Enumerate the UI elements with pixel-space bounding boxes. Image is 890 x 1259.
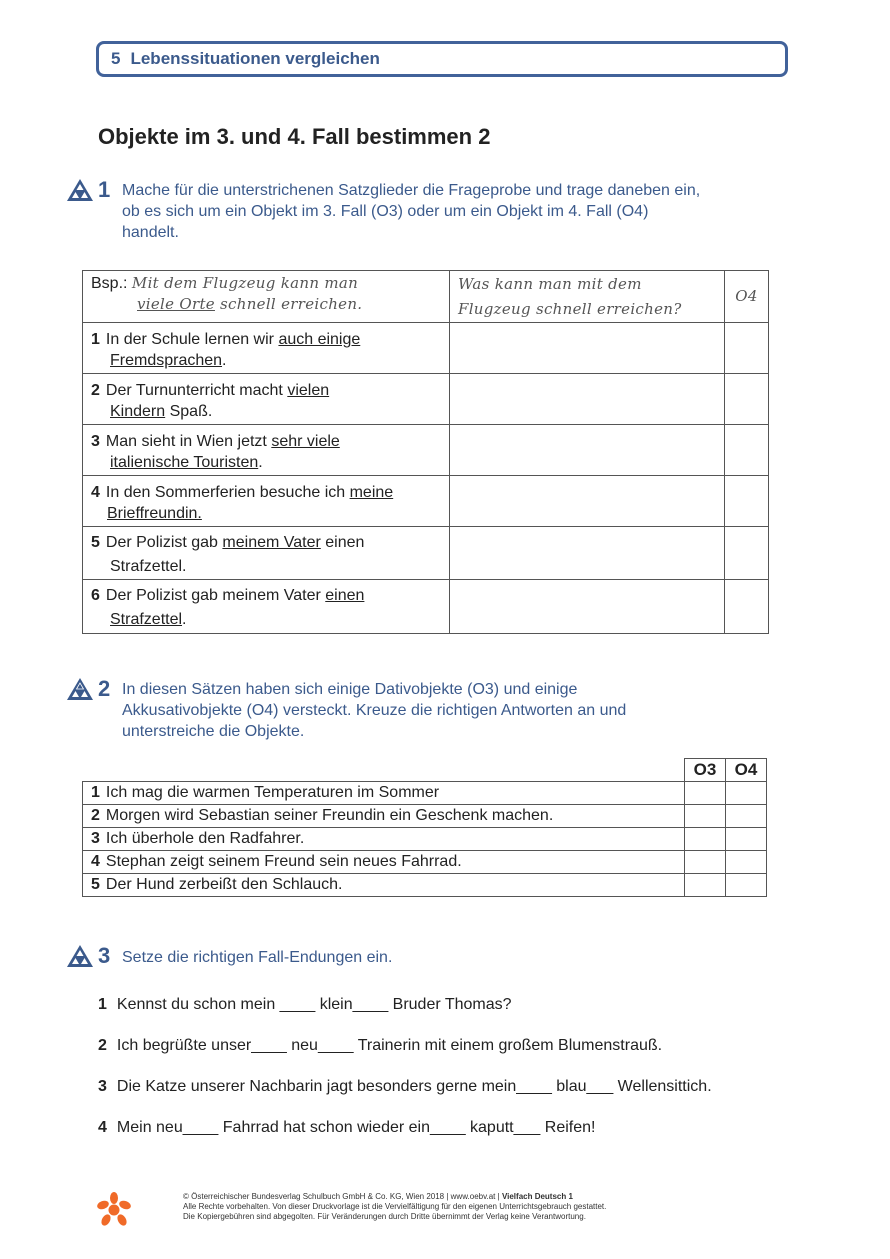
example-answer-cell (725, 271, 769, 323)
example-text-2: schnell erreichen. (214, 295, 363, 313)
underlined-object: Kindern (110, 403, 166, 420)
footer-line-2: Alle Rechte vorbehalten. Von dieser Druckvorlage ist die Vervielfältigung für den eigenen Unterrichtsgebrauch gestattet. (183, 1202, 607, 1211)
table-row (83, 425, 769, 476)
row-number: 1 (91, 331, 100, 348)
task-1-table (82, 270, 769, 634)
row-number: 4 (91, 853, 100, 870)
answer-input-cell[interactable] (725, 425, 769, 476)
table-row (83, 580, 769, 634)
question-input-cell[interactable] (450, 476, 725, 527)
footer-line-1 (183, 1192, 606, 1202)
instruction-line: Akkusativobjekte (O4) versteckt. Kreuze die richtigen Antworten an und (122, 702, 627, 719)
column-header-o4: O4 (726, 759, 767, 782)
question-input-cell[interactable] (450, 580, 725, 634)
checkbox-o3[interactable] (685, 851, 726, 874)
checkbox-o4[interactable] (726, 828, 767, 851)
example-text-1: Mit dem Flugzeug kann man (131, 274, 359, 292)
question-input-cell[interactable] (450, 374, 725, 425)
row-number: 6 (91, 587, 100, 604)
task-1 (66, 178, 700, 243)
row-number: 5 (91, 534, 100, 551)
question-input-cell[interactable] (450, 323, 725, 374)
sentence-text: Der Turnunterricht macht (105, 382, 288, 399)
item-number: 2 (98, 1037, 107, 1054)
page-title: Objekte im 3. und 4. Fall bestimmen 2 (98, 124, 491, 149)
difficulty-pyramid-icon (66, 944, 94, 968)
task-instruction (122, 180, 700, 243)
chapter-title: Lebenssituationen vergleichen (130, 49, 380, 68)
publisher-logo-icon (96, 1192, 132, 1228)
chapter-header (96, 41, 788, 77)
instruction-line: unterstreiche die Objekte. (122, 723, 305, 740)
footer (183, 1192, 606, 1222)
sentence-text: Strafzettel. (110, 558, 187, 575)
checkbox-o3[interactable] (685, 782, 726, 805)
item-number: 4 (98, 1119, 107, 1136)
example-question (450, 271, 725, 323)
underlined-object: Strafzettel (110, 611, 183, 628)
column-header-o3: O3 (685, 759, 726, 782)
row-number: 2 (91, 382, 100, 399)
sentence-text: Ich überhole den Radfahrer. (105, 830, 305, 847)
task-instruction (122, 679, 626, 742)
sentence-text: Man sieht in Wien jetzt (105, 433, 272, 450)
row-number: 4 (91, 484, 100, 501)
example-object: viele Orte (137, 295, 215, 313)
footer-book-title: Vielfach Deutsch 1 (501, 1192, 573, 1201)
row-number: 2 (91, 807, 100, 824)
question-input-cell[interactable] (450, 425, 725, 476)
underlined-object: meinem Vater (222, 534, 321, 551)
task-instruction: Setze die richtigen Fall-Endungen ein. (122, 949, 393, 966)
row-number: 3 (91, 433, 100, 450)
question-input-cell[interactable] (450, 527, 725, 580)
underlined-object: Brieffreundin. (107, 505, 202, 522)
underlined-object: Fremdsprachen (110, 352, 223, 369)
list-item[interactable] (98, 1078, 712, 1119)
underlined-object: einen (325, 587, 365, 604)
example-row (83, 271, 769, 323)
underlined-object: italienische Touristen (110, 454, 259, 471)
item-text: Mein neu____ Fahrrad hat schon wieder ein____ kaputt___ Reifen! (116, 1119, 596, 1136)
underlined-object: auch einige (278, 331, 361, 348)
checkbox-o4[interactable] (726, 874, 767, 897)
sentence-text: . (258, 454, 263, 471)
empty-header-cell (83, 759, 685, 782)
sentence-text: Stephan zeigt seinem Freund sein neues Fahrrad. (105, 853, 462, 870)
task-2-table (82, 758, 767, 897)
task-number: 3 (98, 943, 111, 968)
underlined-object: vielen (287, 382, 330, 399)
table-row (83, 805, 767, 828)
sentence-text: In der Schule lernen wir (105, 331, 279, 348)
example-question-2: Flugzeug schnell erreichen? (458, 300, 682, 318)
table-row (83, 374, 769, 425)
table-row (83, 323, 769, 374)
task-number: 2 (98, 676, 111, 701)
task-3 (66, 944, 392, 968)
instruction-line: In diesen Sätzen haben sich einige Dativobjekte (O3) und einige (122, 681, 578, 698)
fill-in-list (98, 996, 712, 1160)
sentence-text: einen (320, 534, 365, 551)
sentence-text: In den Sommerferien besuche ich (105, 484, 350, 501)
table-row (83, 782, 767, 805)
difficulty-pyramid-icon (66, 677, 94, 701)
sentence-cell (83, 476, 450, 527)
table-row (83, 874, 767, 897)
row-number: 1 (91, 784, 100, 801)
row-number: 3 (91, 830, 100, 847)
instruction-line: ob es sich um ein Objekt im 3. Fall (O3) oder um ein Objekt im 4. Fall (O4) (122, 203, 649, 220)
sentence-cell (83, 374, 450, 425)
sentence-cell (83, 323, 450, 374)
task-number: 1 (98, 177, 111, 202)
sentence-text: Morgen wird Sebastian seiner Freundin ein Geschenk machen. (105, 807, 554, 824)
sentence-text: Der Polizist gab meinem Vater (105, 587, 326, 604)
sentence-text: Der Hund zerbeißt den Schlauch. (105, 876, 343, 893)
answer-input-cell[interactable] (725, 580, 769, 634)
sentence-text: . (222, 352, 227, 369)
answer-input-cell[interactable] (725, 374, 769, 425)
table-row (83, 476, 769, 527)
sentence-cell (83, 782, 685, 805)
list-item[interactable] (98, 1119, 712, 1160)
example-label: Bsp.: (91, 275, 128, 292)
sentence-cell (83, 527, 450, 580)
sentence-text: Spaß. (165, 403, 213, 420)
table-header-row (83, 759, 767, 782)
item-number: 3 (98, 1078, 107, 1095)
sentence-text: . (182, 611, 187, 628)
item-text: Ich begrüßte unser____ neu____ Trainerin mit einem großem Blumenstrauß. (116, 1037, 663, 1054)
table-row (83, 527, 769, 580)
checkbox-o4[interactable] (726, 805, 767, 828)
checkbox-o4[interactable] (726, 851, 767, 874)
sentence-cell (83, 851, 685, 874)
example-question-1: Was kann man mit dem (458, 275, 642, 293)
table-row (83, 851, 767, 874)
example-sentence (83, 271, 450, 323)
item-text: Die Katze unserer Nachbarin jagt besonders gerne mein____ blau___ Wellensittich. (116, 1078, 712, 1095)
task-2 (66, 677, 626, 742)
row-number: 5 (91, 876, 100, 893)
checkbox-o4[interactable] (726, 782, 767, 805)
checkbox-o3[interactable] (685, 805, 726, 828)
example-answer: O4 (735, 287, 758, 305)
table-row (83, 828, 767, 851)
sentence-cell (83, 580, 450, 634)
sentence-text: Ich mag die warmen Temperaturen im Sommer (105, 784, 440, 801)
checkbox-o3[interactable] (685, 874, 726, 897)
chapter-number: 5 (111, 49, 121, 68)
item-text: Kennst du schon mein ____ klein____ Bruder Thomas? (116, 996, 512, 1013)
sentence-cell (83, 828, 685, 851)
footer-line-3: Die Kopiergebühren sind abgegolten. Für Veränderungen durch Dritte übernimmt der Verlag keine Verantwortung. (183, 1212, 586, 1221)
footer-copyright: © Österreichischer Bundesverlag Schulbuch GmbH & Co. KG, Wien 2018 | www.oebv.at | (183, 1192, 502, 1201)
difficulty-pyramid-icon (66, 178, 94, 202)
sentence-cell (83, 874, 685, 897)
answer-input-cell[interactable] (725, 323, 769, 374)
instruction-line: Mache für die unterstrichenen Satzglieder die Frageprobe und trage daneben ein, (122, 182, 701, 199)
instruction-line: handelt. (122, 224, 179, 241)
underlined-object: meine (349, 484, 394, 501)
answer-input-cell[interactable] (725, 527, 769, 580)
list-item[interactable] (98, 1037, 712, 1078)
checkbox-o3[interactable] (685, 828, 726, 851)
underlined-object: sehr viele (271, 433, 340, 450)
list-item[interactable] (98, 996, 712, 1037)
sentence-cell (83, 425, 450, 476)
item-number: 1 (98, 996, 107, 1013)
answer-input-cell[interactable] (725, 476, 769, 527)
sentence-text: Der Polizist gab (105, 534, 223, 551)
sentence-cell (83, 805, 685, 828)
